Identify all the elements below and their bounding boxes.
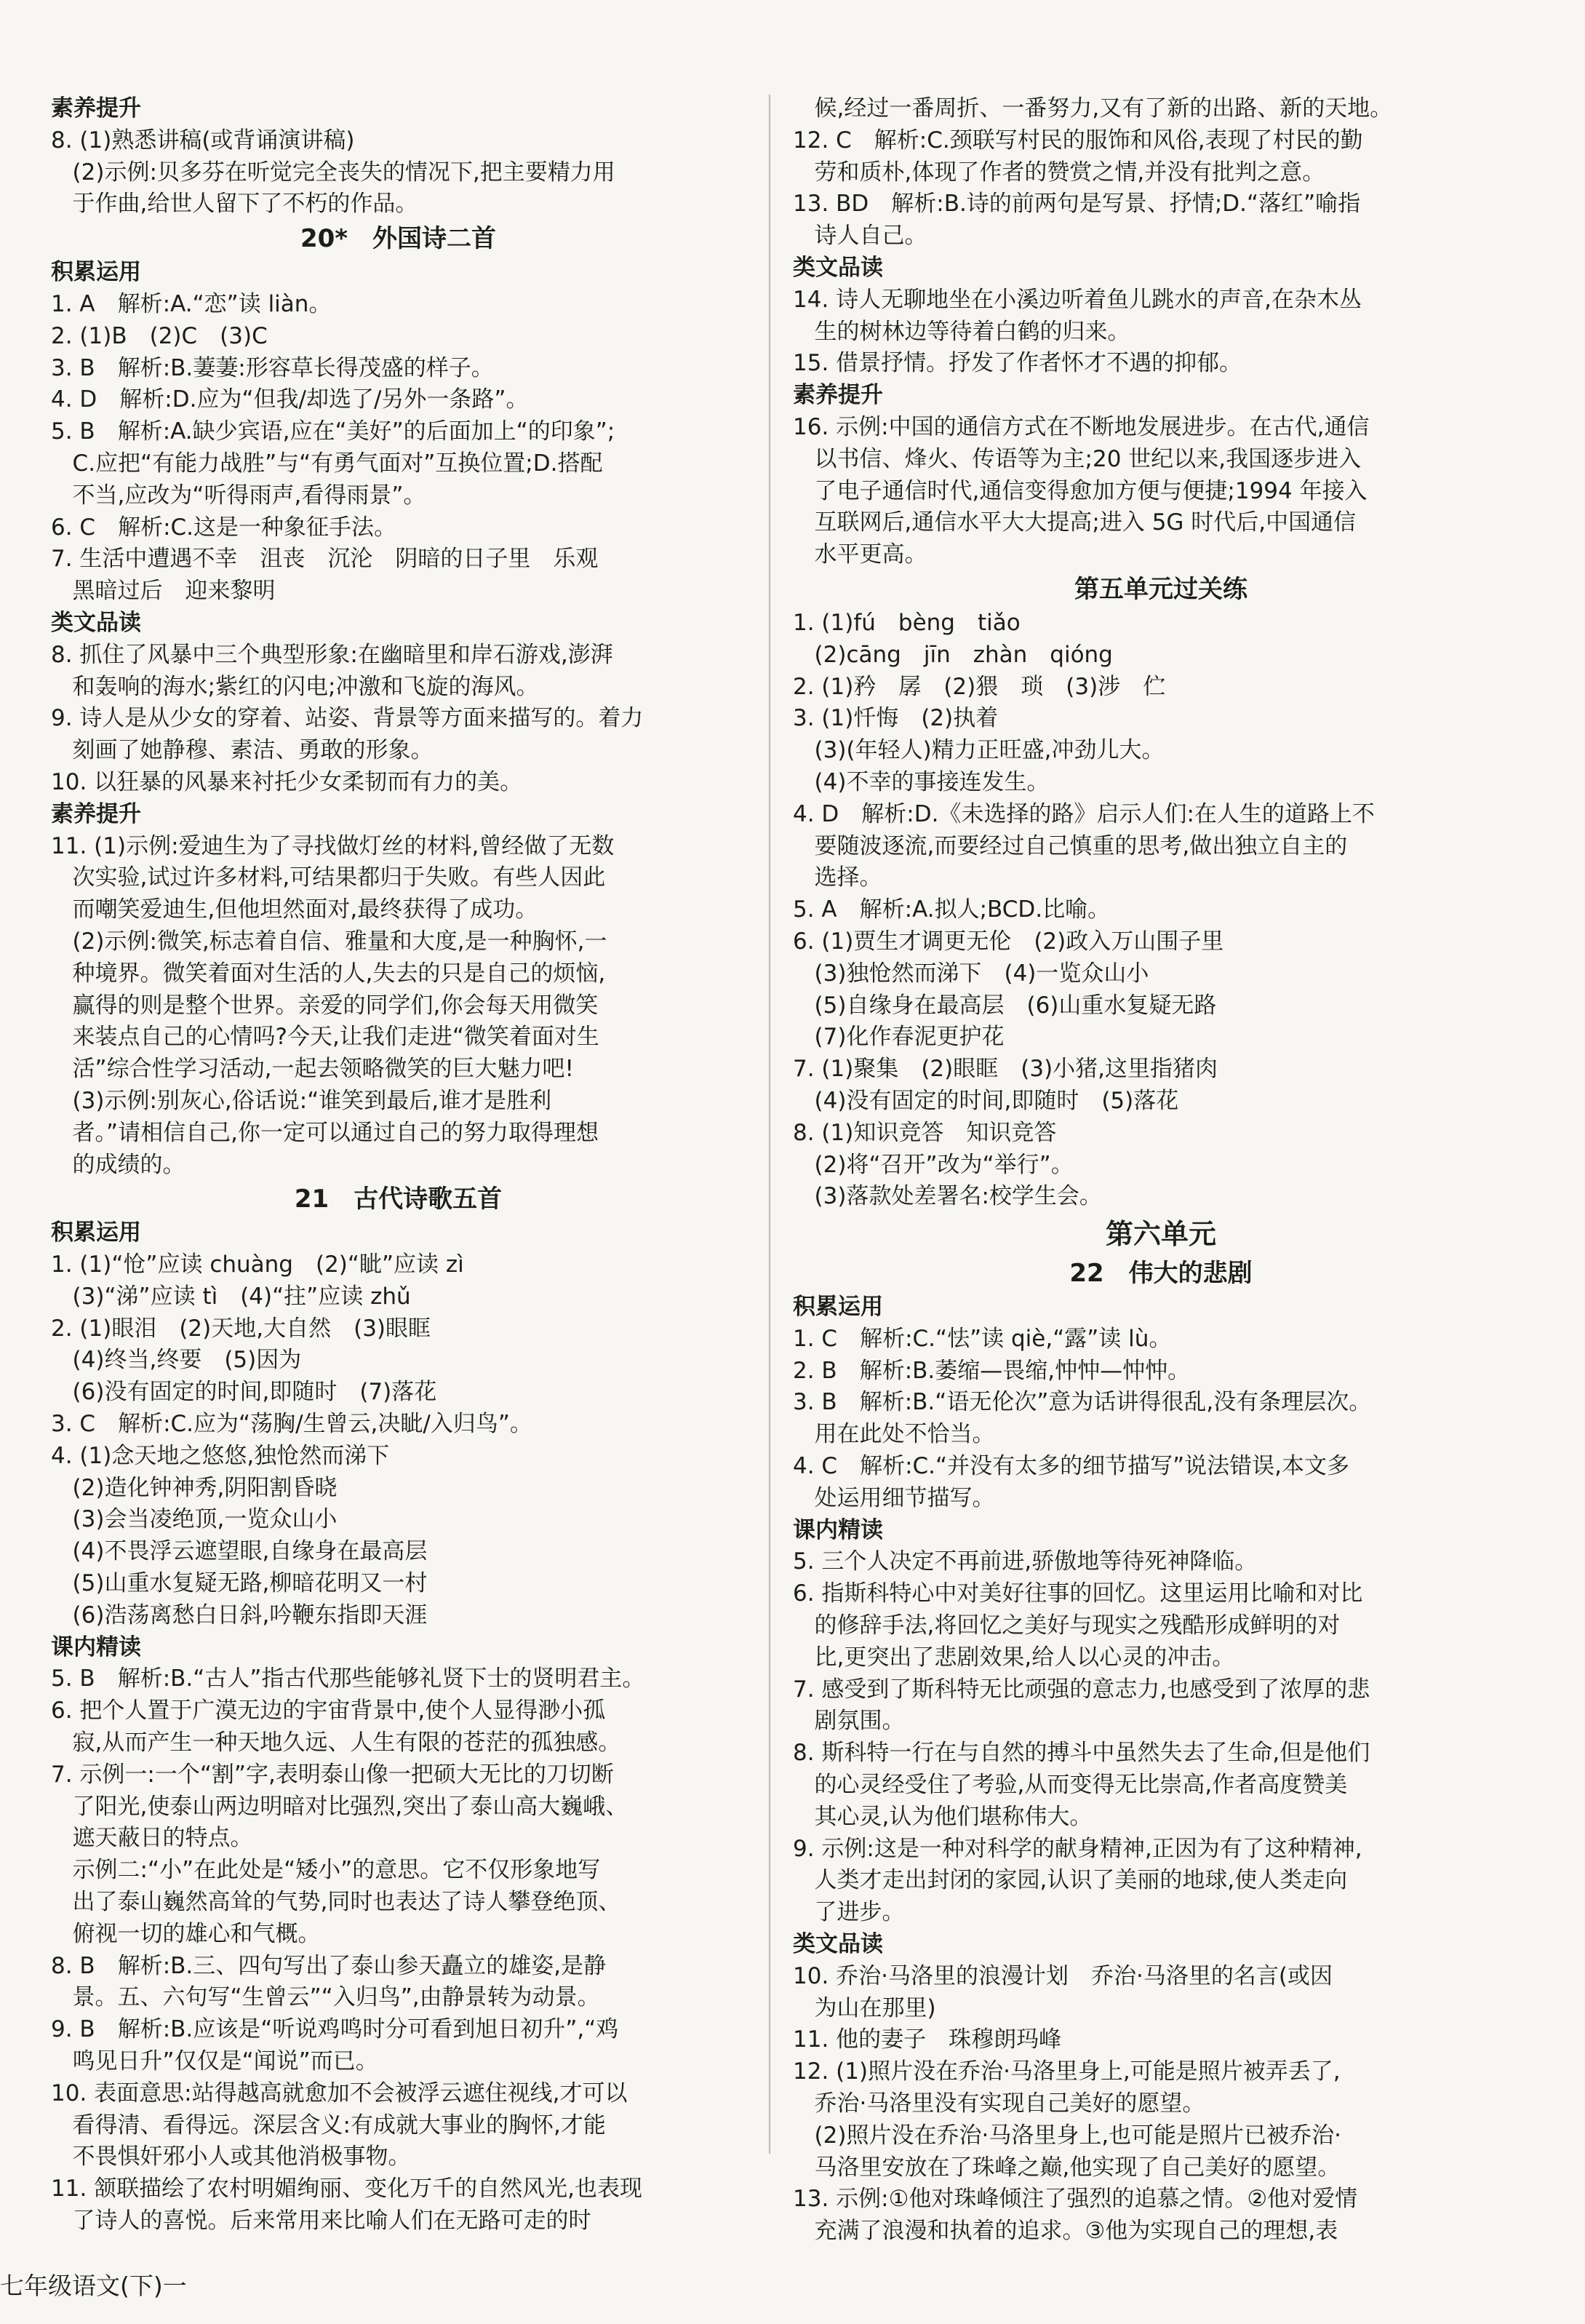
left-column xyxy=(51,93,746,2237)
section-heading: 积累运用 xyxy=(51,259,141,286)
section-heading: 类文品读 xyxy=(793,1931,883,1958)
answer-block: 候,经过一番周折、一番努力,又有了新的出路、新的天地。 12. C 解析:C.颈联写村民的服饰和风俗,表现了村民的勤 劳和质朴,体现了作者的赞赏之情,并没有批判之意。 13. BD 解析:B.诗的前两句是写景、抒情;D.“落红”喻指 诗人自己。 xyxy=(793,95,1393,250)
lesson-title: 22 伟大的悲剧 xyxy=(1069,1259,1253,1289)
section-heading: 类文品读 xyxy=(51,609,141,636)
section-heading: 课内精读 xyxy=(51,1633,141,1660)
answer-block: 1. A 解析:A.“恋”读 liàn。 2. (1)B (2)C (3)C 3. B 解析:B.萋萋:形容草长得茂盛的样子。 4. D 解析:D.应为“但我/却选了/另外一条路”。 5. B 解析:A.缺少宾语,应在“美好”的后面加上“的印象”; C.应把“有能力战胜”与“有勇气面对”互换位置;D.搭配 不当,应改为“听得雨声,看得雨景”。 6. C 解析:C.这是一种象征手法。 7. 生活中遭遇不幸 沮丧 沉沦 阴暗的日子里 乐观 黑暗过后 迎来黎明 xyxy=(51,290,615,605)
answer-block: 1. C 解析:C.“怯”读 qiè,“露”读 lù。 2. B 解析:B.萎缩—畏缩,忡忡—忡忡。 3. B 解析:B.“语无伦次”意为话讲得很乱,没有条理层次。 用在此处不恰当。 4. C 解析:C.“并没有太多的细节描写”说法错误,本文多 处运用细节描写。 xyxy=(793,1325,1372,1511)
lesson-title: 20* 外国诗二首 xyxy=(300,224,497,254)
lesson-title: 第五单元过关练 xyxy=(1074,574,1247,604)
answer-block: 5. B 解析:B.“古人”指古代那些能够礼贤下士的贤明君主。 6. 把个人置于广漠无边的宇宙背景中,使个人显得渺小孤 寂,从而产生一种天地久远、人生有限的苍茫的孤独感。 7. 示例一:一个“割”字,表明泰山像一把硕大无比的刀切断 了阳光,使泰山两边明暗对比强烈,突出了泰山高大巍峨、 遮天蔽日的特点。 示例二:“小”在此处是“矮小”的意思。它不仅形象地写 出了泰山巍然高耸的气势,同时也表达了诗人攀登绝顶、 俯视一切的雄心和气概。 8. B 解析:B.三、四句写出了泰山参天矗立的雄姿,是静 景。五、六句写“生曾云”“入归鸟”,由静景转为动景。 9. B 解析:B.应该是“听说鸡鸣时分可看到旭日初升”,“鸡 鸣见日升”仅仅是“闻说”而已。 10. 表面意思:站得越高就愈加不会被浮云遮住视线,才可以 看得清、看得远。深层含义:有成就大事业的胸怀,才能 不畏惧奸邪小人或其他消极事物。 11. 颔联描绘了农村明媚绚丽、变化万千的自然风光,也表现 了诗人的喜悦。后来常用来比喻人们在无路可走的时 xyxy=(51,1666,645,2234)
lesson-title: 21 古代诗歌五首 xyxy=(294,1185,503,1214)
unit-title: 第六单元 xyxy=(1105,1218,1216,1251)
section-heading: 类文品读 xyxy=(793,254,883,281)
answer-block: 8. (1)熟悉讲稿(或背诵演讲稿) (2)示例:贝多芬在听觉完全丧失的情况下,把主要精力用 于作曲,给世人留下了不朽的作品。 xyxy=(51,127,615,218)
answer-block: 1. (1)fú bèng tiǎo (2)cāng jīn zhàn qióng 2. (1)矜 孱 (2)猥 琐 (3)涉 伫 3. (1)忏悔 (2)执着 (3)(年轻人)精力正旺盛,冲劲儿大。 (4)不幸的事接连发生。 4. D 解析:D.《未选择的路》启示人们:在人生的道路上不 要随波逐流,而要经过自己慎重的思考,做出独立自主的 选择。 5. A 解析:A.拟人;BCD.比喻。 6. (1)贾生才调更无伦 (2)政入万山围子里 (3)独怆然而涕下 (4)一览众山小 (5)自缘身在最高层 (6)山重水复疑无路 (7)化作春泥更护花 7. (1)聚集 (2)眼眶 (3)小猪,这里指猪肉 (4)没有固定的时间,即随时 (5)落花 8. (1)知识竞答 知识竞答 (2)将“召开”改为“举行”。 (3)落款处差署名:校学生会。 xyxy=(793,609,1375,1210)
answer-block: 8. 抓住了风暴中三个典型形象:在幽暗里和岸石游戏,澎湃 和轰响的海水;紫红的闪电;冲激和飞旋的海风。 9. 诗人是从少女的穿着、站姿、背景等方面来描写的。着力 刻画了她静穆、素洁、勇敢的形象。 10. 以狂暴的风暴来衬托少女柔韧而有力的美。 xyxy=(51,641,644,795)
answer-block: 1. (1)“怆”应读 chuàng (2)“眦”应读 zì (3)“涕”应读 tì (4)“拄”应读 zhǔ 2. (1)眼泪 (2)天地,大自然 (3)眼眶 (4)终当,终要 (5)因为 (6)没有固定的时间,即随时 (7)落花 3. C 解析:C.应为“荡胸/生曾云,决眦/入归鸟”。 4. (1)念天地之悠悠,独怆然而涕下 (2)造化钟神秀,阴阳割昏晓 (3)会当凌绝顶,一览众山小 (4)不畏浮云遮望眼,自缘身在最高层 (5)山重水复疑无路,柳暗花明又一村 (6)浩荡离愁白日斜,吟鞭东指即天涯 xyxy=(51,1251,532,1628)
page-footer: 七年级语文(下)一 xyxy=(0,2272,187,2300)
section-heading: 素养提升 xyxy=(51,95,141,122)
answer-block: 14. 诗人无聊地坐在小溪边听着鱼儿跳水的声音,在杂木丛 生的树林边等待着白鹤的归来。 15. 借景抒情。抒发了作者怀才不遇的抑郁。 xyxy=(793,286,1362,377)
answer-block: 5. 三个人决定不再前进,骄傲地等待死神降临。 6. 指斯科特心中对美好往事的回忆。这里运用比喻和对比 的修辞手法,将回忆之美好与现实之残酷形成鲜明的对 比,更突出了悲剧效果,给人以心灵的冲击。 7. 感受到了斯科特无比顽强的意志力,也感受到了浓厚的悲 剧氛围。 8. 斯科特一行在与自然的搏斗中虽然失去了生命,但是他们 的心灵经受住了考验,从而变得无比崇高,作者高度赞美 其心灵,认为他们堪称伟大。 9. 示例:这是一种对科学的献身精神,正因为有了这种精神, 人类才走出封闭的家园,认识了美丽的地球,使人类走向 了进步。 xyxy=(793,1548,1370,1926)
section-heading: 积累运用 xyxy=(793,1294,883,1321)
section-heading: 素养提升 xyxy=(793,382,883,409)
section-heading: 课内精读 xyxy=(793,1516,883,1543)
answer-block: 16. 示例:中国的通信方式在不断地发展进步。在古代,通信 以书信、烽火、传语等为主;20 世纪以来,我国逐步进入 了电子通信时代,通信变得愈加方便与便捷;1994 年接入 互联网后,通信水平大大提高;进入 5G 时代后,中国通信 水平更高。 xyxy=(793,413,1370,568)
section-heading: 积累运用 xyxy=(51,1219,141,1246)
right-column xyxy=(793,93,1529,2248)
answer-block: 10. 乔治·马洛里的浪漫计划 乔治·马洛里的名言(或因 为山在那里) 11. 他的妻子 珠穆朗玛峰 12. (1)照片没在乔治·马洛里身上,可能是照片被弄丢了, 乔治·马洛里没有实现自己美好的愿望。 (2)照片没在乔治·马洛里身上,也可能是照片已被乔治· 马洛里安放在了珠峰之巅,他实现了自己美好的愿望。 13. 示例:①他对珠峰倾注了强烈的追慕之情。②他对爱情 充满了浪漫和执着的追求。③他为实现自己的理想,表 xyxy=(793,1962,1358,2245)
column-divider xyxy=(769,95,770,2154)
answer-block: 11. (1)示例:爱迪生为了寻找做灯丝的材料,曾经做了无数 次实验,试过许多材料,可结果都归于失败。有些人因此 而嘲笑爱迪生,但他坦然面对,最终获得了成功。 (2)示例:微笑,标志着自信、雅量和大度,是一种胸怀,一 种境界。微笑着面对生活的人,失去的只是自己的烦恼, 赢得的则是整个世界。亲爱的同学们,你会每天用微笑 来装点自己的心情吗?今天,让我们走进“微笑着面对生 活”综合性学习活动,一起去领略微笑的巨大魅力吧! (3)示例:别灰心,俗话说:“谁笑到最后,谁才是胜利 者。”请相信自己,你一定可以通过自己的努力取得理想 的成绩的。 xyxy=(51,832,615,1178)
section-heading: 素养提升 xyxy=(51,800,141,827)
